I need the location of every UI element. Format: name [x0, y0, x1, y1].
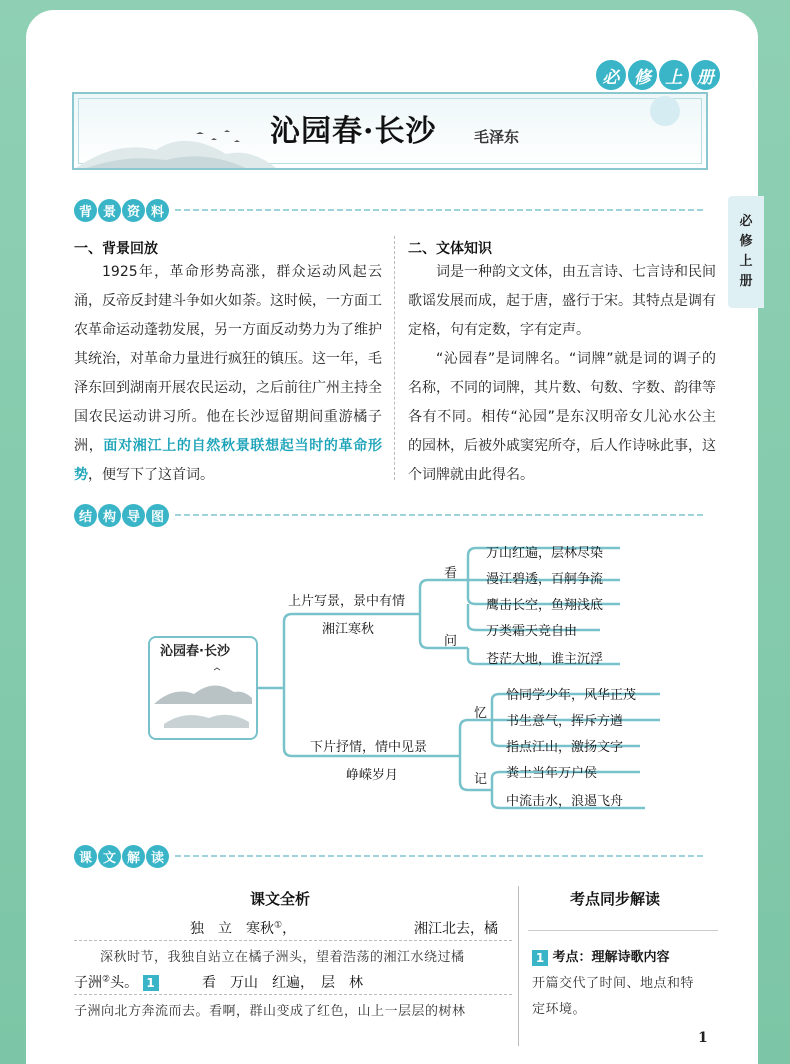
- mindmap-lower-item: 中流击水，浪遏飞舟: [506, 794, 624, 809]
- mindmap-upper-label: 上片写景，景中有情: [288, 594, 406, 609]
- background-highlight: 面对湘江上的自然秋景联想起当时的革命形势: [74, 438, 383, 483]
- background-left-tail: ，便写下了这首词。: [88, 467, 214, 483]
- mindmap-kan-item: 万类霜天竞自由: [486, 624, 578, 639]
- section-label-char: 解: [122, 845, 145, 868]
- volume-badge-char: 必: [596, 60, 626, 90]
- poem-text: 头。: [110, 975, 139, 991]
- side-tab-char: 上: [739, 254, 753, 269]
- reading-divider: [518, 886, 519, 1046]
- section-label-char: 背: [74, 199, 97, 222]
- exam-point-title: [532, 946, 670, 966]
- volume-badge-char: 修: [628, 60, 658, 90]
- line-rule: [74, 994, 512, 995]
- section-label-char: 料: [146, 199, 169, 222]
- mindmap-yi: 忆: [474, 706, 488, 721]
- volume-badge-char: 册: [691, 60, 721, 90]
- mindmap-root-label: 沁园春·长沙: [160, 644, 230, 659]
- poem-line-2: [74, 972, 159, 992]
- mindmap-lower-sub: 峥嵘岁月: [346, 768, 399, 783]
- translation-line-2: 子洲向北方奔流而去。看啊，群山变成了红色，山上一层层的树林: [74, 1004, 466, 1019]
- footnote-mark[interactable]: ②: [102, 974, 111, 985]
- mindmap-lower-item: 粪土当年万户侯: [506, 766, 598, 781]
- background-right-paragraph-2: “沁园春”是词牌名。“词牌”就是词的调子的名称，不同的词牌，其片数、句数、字数、韵律等各有不同。相传“沁园”是东汉明帝女儿沁水公主的园林，后被外戚窦宪所夺，后人作诗咏此事，这个词牌就由此得名。: [408, 351, 716, 483]
- poem-line-1b: 湘江北去，橘: [414, 921, 498, 937]
- full-analysis-heading: 课文全析: [250, 890, 311, 908]
- side-tab-char: 册: [739, 274, 753, 289]
- poem-text: 独 立 寒秋: [190, 921, 274, 937]
- mindmap-lower-item: 恰同学少年，风华正茂: [506, 688, 637, 703]
- volume-badge-char: 上: [659, 60, 689, 90]
- point-marker-badge[interactable]: 1: [143, 975, 159, 991]
- side-tab-char: 修: [739, 234, 753, 249]
- mindmap-kan-item: 万山红遍，层林尽染: [486, 546, 604, 561]
- line-rule: [74, 940, 512, 941]
- poem-line-1: [190, 918, 296, 938]
- poem-punct: ，: [282, 921, 297, 937]
- section-label-char: 课: [74, 845, 97, 868]
- exam-point-text-2: 定环境。: [532, 1002, 587, 1017]
- background-left-heading: 一、背景回放: [74, 241, 158, 257]
- section-label-char: 导: [122, 504, 145, 527]
- section-label-char: 资: [122, 199, 145, 222]
- mindmap-lower-item: 指点江山，激扬文字: [506, 740, 624, 755]
- author-name: 毛泽东: [474, 128, 520, 146]
- poem-line-2b: 看 万山 红遍， 层 林: [202, 975, 363, 991]
- section-label-char: 结: [74, 504, 97, 527]
- section-label-char: 构: [98, 504, 121, 527]
- side-tab-char: 必: [739, 214, 753, 229]
- poem-text: 子洲: [74, 975, 102, 991]
- mindmap-lower-label: 下片抒情，情中见景: [310, 740, 428, 755]
- mindmap-landscape-icon: [154, 664, 252, 736]
- section-header-reading: [74, 843, 705, 869]
- exam-point-text-1: 开篇交代了时间、地点和特: [532, 976, 695, 991]
- exam-head-rule: [528, 930, 718, 931]
- mindmap-kan: 看: [444, 566, 458, 581]
- translation-line-1: 深秋时节，我独自站立在橘子洲头，望着浩荡的湘江水绕过橘: [100, 950, 465, 965]
- background-right-heading: 二、文体知识: [408, 241, 492, 257]
- background-left-text: 1925年，革命形势高涨，群众运动风起云涌，反帝反封建斗争如火如荼。这时候，一方面工农革命运动蓬勃发展，另一方面反动势力为了维护其统治，对革命力量进行疯狂的镇压。这一年，毛泽东回到湖南开展农民运动，之后前往广州主持全国农民运动讲习所。他在长沙逗留期间重游橘子洲，: [74, 264, 382, 454]
- exam-point-badge: 1: [532, 950, 548, 966]
- page-title: 沁园春·长沙: [270, 114, 437, 149]
- footnote-mark[interactable]: ①: [274, 920, 283, 931]
- exam-point-heading: 考点：理解诗歌内容: [552, 950, 670, 965]
- section-label-char: 文: [98, 845, 121, 868]
- mindmap-ji: 记: [474, 772, 488, 787]
- mindmap-kan-item: 漫江碧透，百舸争流: [486, 572, 604, 587]
- section-label-char: 读: [146, 845, 169, 868]
- mindmap-upper-sub: 湘江寒秋: [322, 622, 375, 637]
- page-number: 1: [698, 1030, 708, 1046]
- exam-points-heading: 考点同步解读: [570, 890, 661, 908]
- mindmap-wen-item: 苍茫大地，谁主沉浮: [486, 652, 604, 667]
- mindmap-lower-item: 书生意气，挥斥方遒: [506, 714, 624, 729]
- section-label-char: 景: [98, 199, 121, 222]
- background-right-paragraph-1: 词是一种韵文文体，由五言诗、七言诗和民间歌谣发展而成，起于唐，盛行于宋。其特点是调有定格，句有定数，字有定声。: [408, 264, 716, 338]
- section-label-char: 图: [146, 504, 169, 527]
- mindmap-wen: 问: [444, 634, 458, 649]
- mindmap-kan-item: 鹰击长空，鱼翔浅底: [486, 598, 604, 613]
